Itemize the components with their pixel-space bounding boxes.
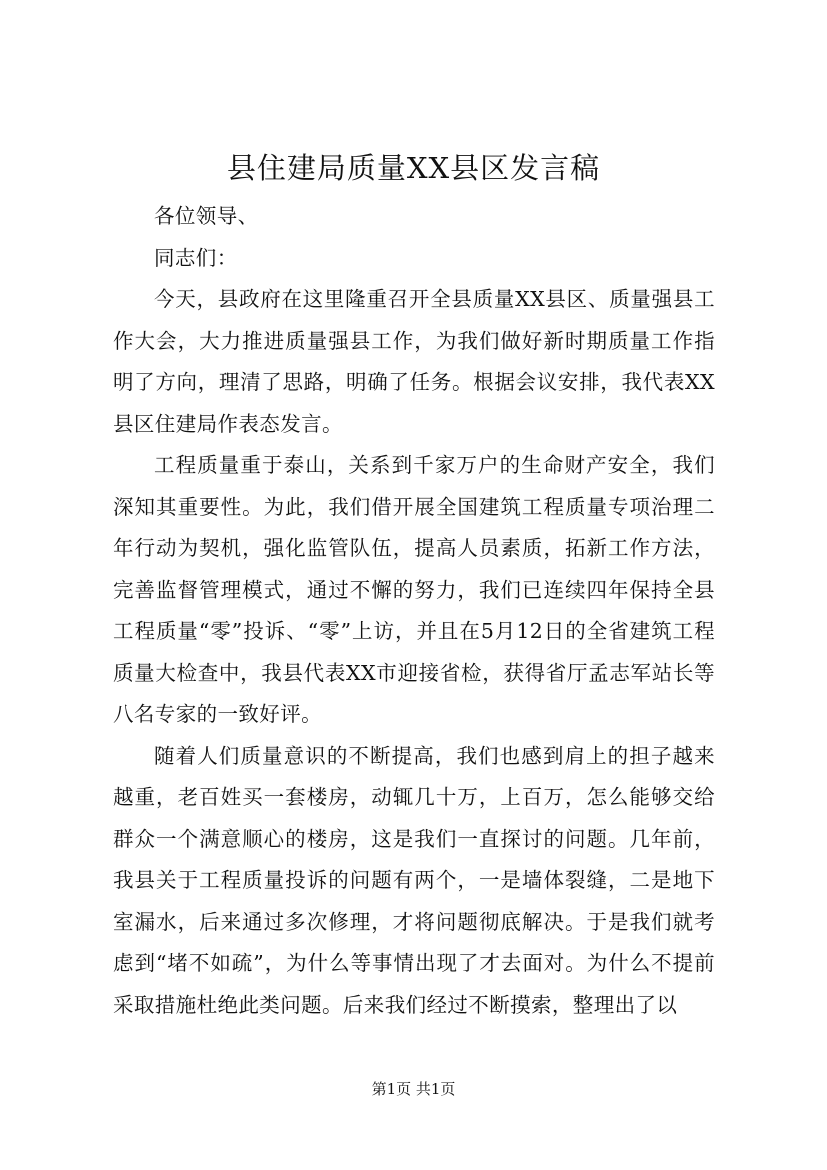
body-paragraph: 随着人们质量意识的不断提高，我们也感到肩上的担子越来越重，老百姓买一套楼房，动辄几十万，上百万，怎么能够交给群众一个满意顺心的楼房，这是我们一直探讨的问题。几年前，我县关于工程质量投诉的问题有两个，一是墙体裂缝，二是地下室漏水，后来通过多次修理，才将问题彻底解决。于是我们就考虑到“堵不如疏”，为什么等事情出现了才去面对。为什么不提前采取措施杜绝此类问题。后来我们经过不断摸索，整理出了以 xyxy=(113,743,715,1017)
document-title: 县住建局质量XX县区发言稿 xyxy=(226,151,601,185)
body-paragraph: 今天，县政府在这里隆重召开全县质量XX县区、质量强县工作大会，大力推进质量强县工作，为我们做好新时期质量工作指明了方向，理清了思路，明确了任务。根据会议安排，我代表XX县区住建局作表态发言。 xyxy=(113,287,715,436)
body-paragraph: 工程质量重于泰山，关系到千家万户的生命财产安全，我们深知其重要性。为此，我们借开展全国建筑工程质量专项治理二年行动为契机，强化监管队伍，提高人员素质，拓新工作方法，完善监督管理模式，通过不懈的努力，我们已连续四年保持全县工程质量“零”投诉、“零”上访，并且在5月12日的全省建筑工程质量大检查中，我县代表XX市迎接省检，获得省厅孟志军站长等八名专家的一致好评。 xyxy=(113,453,715,726)
page-footer: 第1页 共1页 xyxy=(371,1080,456,1098)
salutation-leaders: 各位领导、 xyxy=(154,204,259,228)
document-body xyxy=(113,196,715,1026)
salutation-comrades: 同志们： xyxy=(154,245,238,270)
